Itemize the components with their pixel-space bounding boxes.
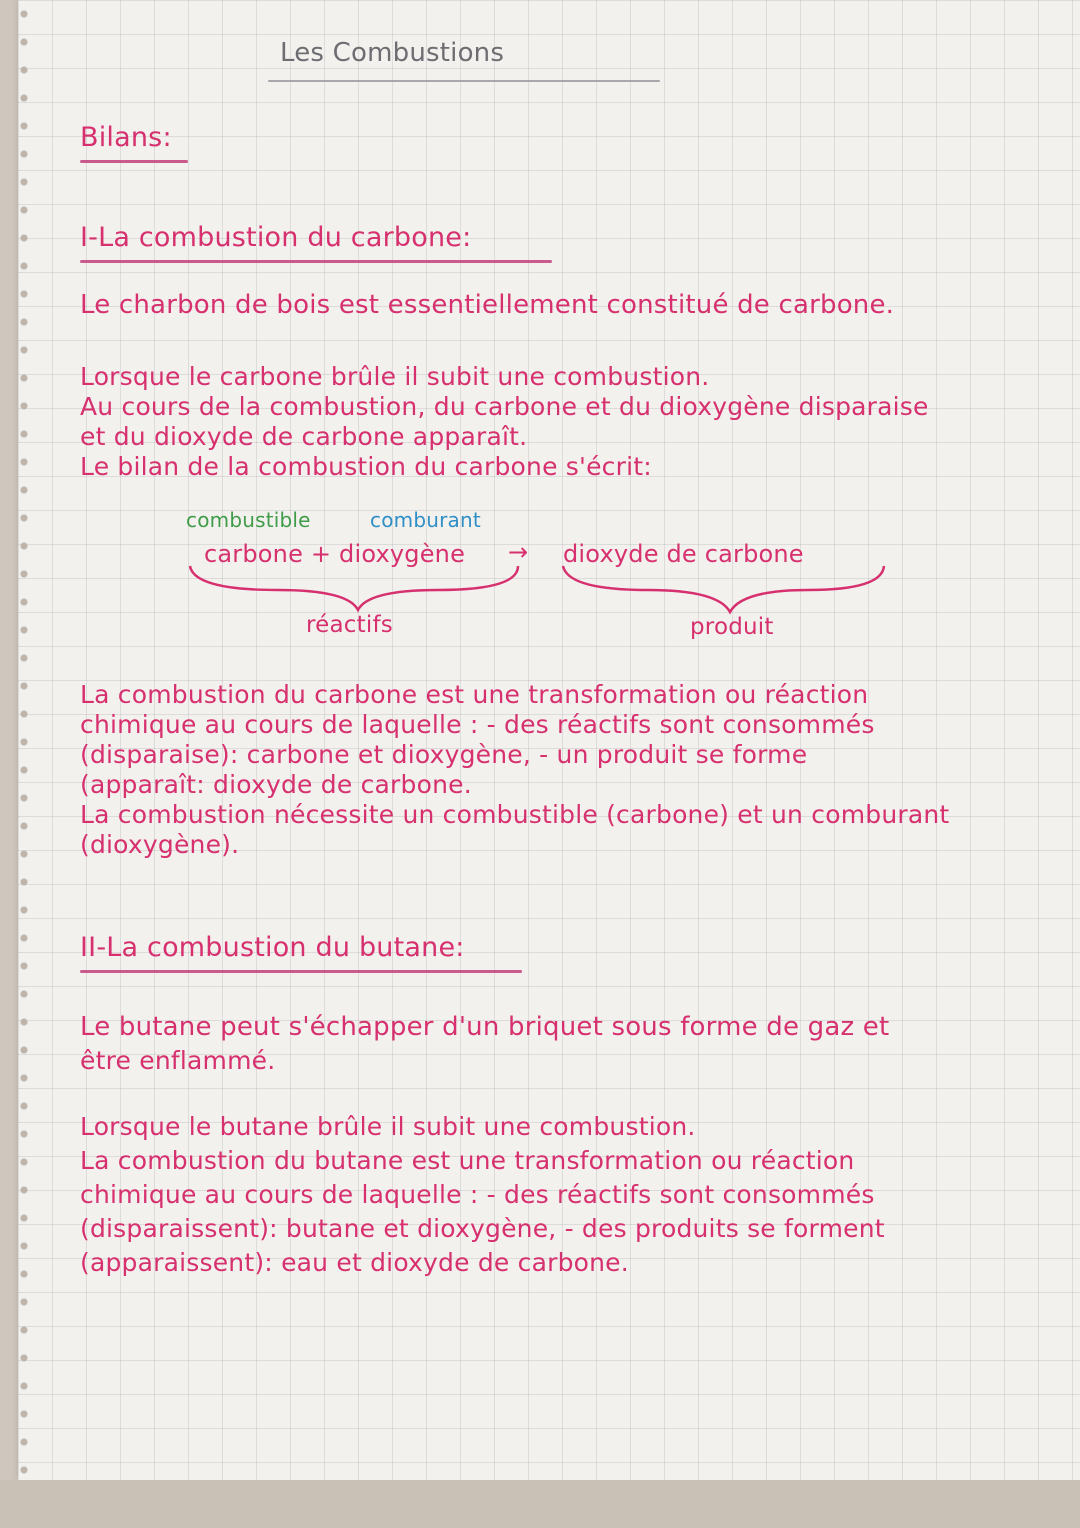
- section1-line: Au cours de la combustion, du carbone et du dioxygène disparaise: [80, 392, 929, 421]
- equation-arrow: →: [508, 538, 529, 566]
- binder-holes: [16, 0, 32, 1480]
- section1-paragraph-line: chimique au cours de laquelle : - des réactifs sont consommés: [80, 710, 875, 739]
- section2-heading: II-La combustion du butane:: [80, 932, 465, 963]
- bilans-underline: [80, 160, 188, 163]
- section1-paragraph-line: (disparaise): carbone et dioxygène, - un produit se forme: [80, 740, 808, 769]
- section1-paragraph-line: (apparaît: dioxyde de carbone.: [80, 770, 472, 799]
- section1-underline: [80, 260, 552, 263]
- section2-line: être enflammé.: [80, 1046, 276, 1075]
- section1-line: Lorsque le carbone brûle il subit une combustion.: [80, 362, 710, 391]
- combustible-label: combustible: [186, 508, 311, 532]
- section2-line: chimique au cours de laquelle : - des réactifs sont consommés: [80, 1180, 875, 1209]
- produit-brace: [563, 566, 884, 612]
- produit-label: produit: [690, 614, 774, 640]
- reactifs-label: réactifs: [306, 612, 393, 638]
- reactifs-brace: [190, 566, 518, 610]
- section2-underline: [80, 970, 522, 973]
- section2-line: (apparaissent): eau et dioxyde de carbone.: [80, 1248, 629, 1277]
- section1-paragraph-line: La combustion du carbone est une transformation ou réaction: [80, 680, 869, 709]
- section2-line: Lorsque le butane brûle il subit une combustion.: [80, 1112, 696, 1141]
- bilans-label: Bilans:: [80, 122, 172, 153]
- section2-line: La combustion du butane est une transformation ou réaction: [80, 1146, 855, 1175]
- notebook-page: [18, 0, 1080, 1480]
- equation-product: dioxyde de carbone: [563, 540, 804, 568]
- desk-surface: [0, 1480, 1080, 1528]
- section1-intro: Le charbon de bois est essentiellement constitué de carbone.: [80, 290, 895, 320]
- section1-line: Le bilan de la combustion du carbone s'écrit:: [80, 452, 652, 481]
- section1-line: et du dioxyde de carbone apparaît.: [80, 422, 528, 451]
- page-title: Les Combustions: [280, 38, 505, 68]
- section1-heading: I-La combustion du carbone:: [80, 222, 472, 253]
- section2-line: Le butane peut s'échapper d'un briquet sous forme de gaz et: [80, 1012, 890, 1042]
- title-underline: [268, 80, 660, 82]
- section1-paragraph-line: La combustion nécessite un combustible (carbone) et un comburant: [80, 800, 950, 829]
- section1-paragraph-line: (dioxygène).: [80, 830, 240, 859]
- comburant-label: comburant: [370, 508, 481, 532]
- section2-line: (disparaissent): butane et dioxygène, - des produits se forment: [80, 1214, 885, 1243]
- equation-reactants: carbone + dioxygène: [204, 540, 466, 568]
